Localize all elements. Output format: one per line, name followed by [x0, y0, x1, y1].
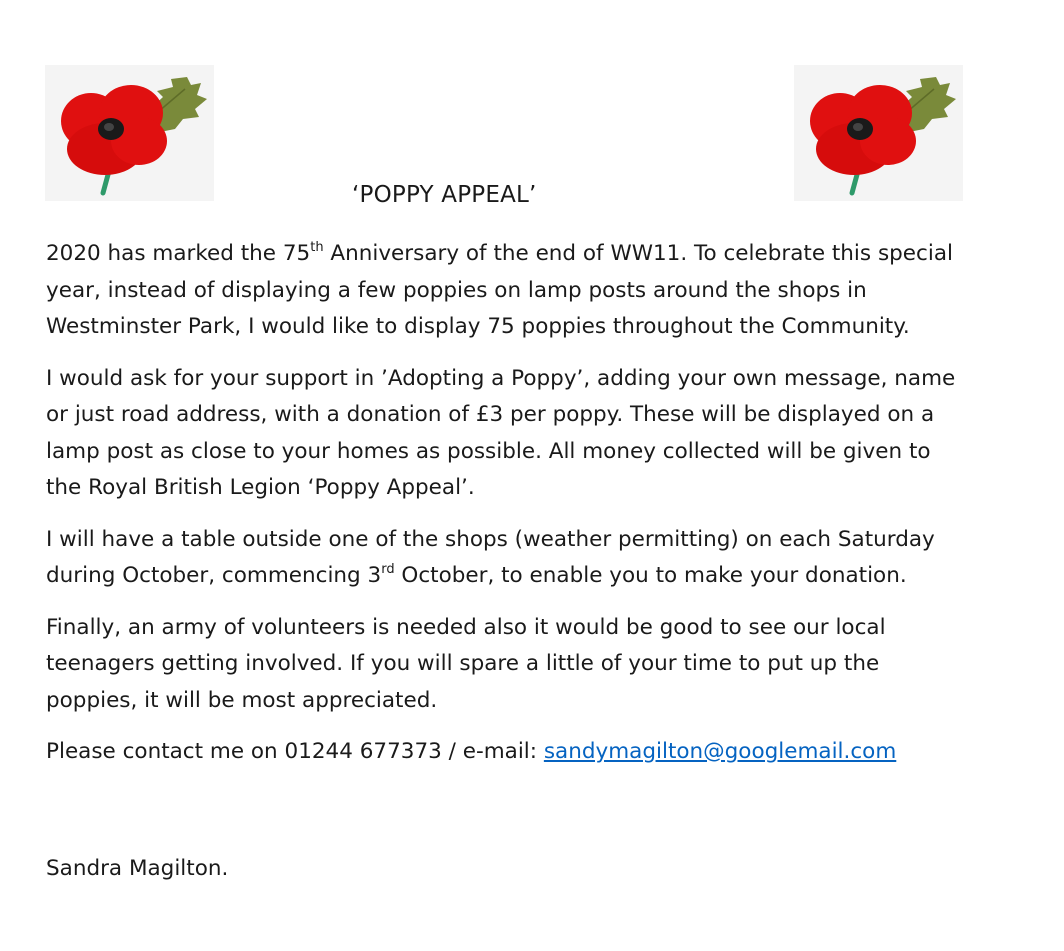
text-line: I will have a table outside one of the shops (weather permitting) on each Saturday — [46, 526, 935, 552]
text-line: lamp post as close to your homes as possible. All money collected will be given to — [46, 438, 931, 464]
paragraph-contact — [46, 734, 1036, 771]
poppy-icon — [45, 65, 214, 201]
text-line: teenagers getting involved. If you will spare a little of your time to put up the — [46, 651, 880, 676]
poppy-image-left — [45, 65, 214, 201]
paragraph-adopt-a-poppy — [46, 361, 1036, 507]
text-line: year, instead of displaying a few poppies on lamp posts around the shops in — [46, 277, 867, 303]
text-line: or just road address, with a donation of £3 per poppy. These will be displayed on a — [46, 402, 935, 427]
text-line: I would ask for your support in ’Adopting a Poppy’, adding your own message, name — [46, 365, 956, 391]
poppy-image-right — [794, 65, 963, 201]
poppy-icon — [794, 65, 963, 201]
document-body — [46, 236, 1036, 786]
text-line: 2020 has marked the 75th Anniversary of the end of WW11. To celebrate this special — [46, 240, 953, 266]
text-line: during October, commencing 3rd October, to enable you to make your donation. — [46, 562, 907, 588]
text-line: poppies, it will be most appreciated. — [46, 687, 438, 713]
paragraph-anniversary — [46, 236, 1036, 346]
text-line: Westminster Park, I would like to display 75 poppies throughout the Community. — [46, 314, 910, 339]
email-link[interactable]: sandymagilton@googlemail.com — [543, 739, 897, 764]
text-line: Finally, an army of volunteers is needed also it would be good to see our local — [46, 614, 886, 640]
page-title: ‘POPPY APPEAL’ — [352, 182, 537, 208]
contact-text: Please contact me on 01244 677373 / e-mail: — [46, 739, 544, 764]
text-line: the Royal British Legion ‘Poppy Appeal’. — [46, 475, 475, 500]
paragraph-volunteers — [46, 610, 1036, 720]
paragraph-table-outside — [46, 522, 1036, 595]
signature: Sandra Magilton. — [46, 856, 229, 881]
